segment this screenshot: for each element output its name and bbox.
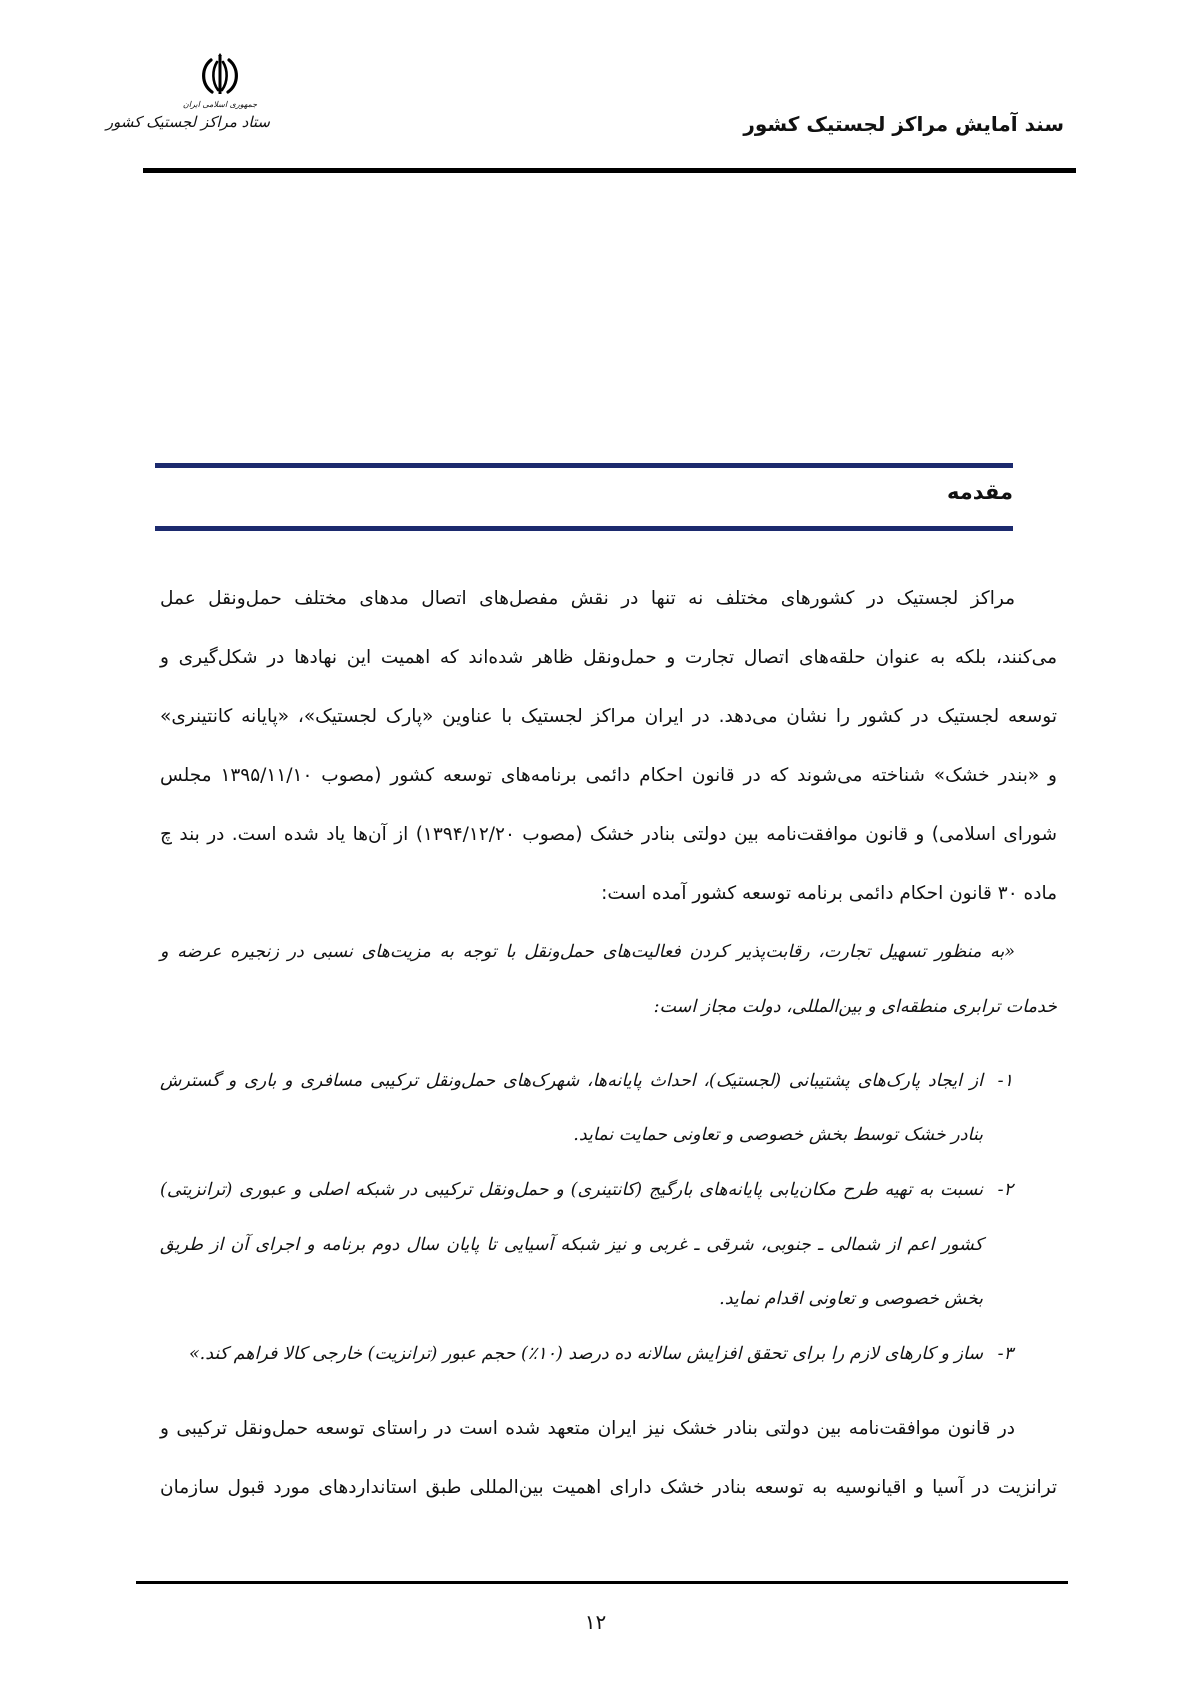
list-item-number: ۱- [997,1071,1013,1091]
logo-caption-small: جمهوری اسلامی ایران [182,100,258,109]
list-item-continuation [160,1120,1013,1150]
list-item-text: کشور اعم از شمالی ـ جنوبی، شرقی ـ غربی و نیز شبکه آسیایی تا پایان سال دوم برنامه و اجرای آن از طریق [160,1235,983,1255]
page-number: ۱۲ [584,1610,607,1634]
list-item-text: از ایجاد پارک‌های پشتیبانی (لجستیک)، احداث پایانه‌ها، شهرک‌های حمل‌ونقل ترکیبی مسافری و باری و گسترش [160,1071,983,1091]
document-title: سند آمایش مراکز لجستیک کشور [743,112,1064,136]
paragraph-line: ماده ۳۰ قانون احکام دائمی برنامه توسعه کشور آمده است: [601,883,1057,904]
paragraph-line: شورای اسلامی) و قانون موافقت‌نامه بین دولتی بنادر خشک (مصوب ۱۳۹۴/۱۲/۲۰) از آن‌ها یاد شده است. در بند چ [160,824,1057,845]
list-item-text: نسبت به تهیه طرح مکان‌یابی پایانه‌های بارگیج (کانتینری) و حمل‌ونقل ترکیبی در شبکه اصلی و عبوری (ترانزیتی) [160,1180,983,1200]
paragraph-line: ترانزیت در آسیا و اقیانوسیه به توسعه بنادر خشک دارای اهمیت بین‌المللی طبق استانداردهای مورد قبول سازمان [160,1477,1057,1498]
organization-logo [105,52,270,152]
list-item-number: ۲- [997,1180,1013,1200]
list-item [160,1175,1013,1205]
section-rule-top [155,463,1013,468]
paragraph-line: در قانون موافقت‌نامه بین دولتی بنادر خشک نیز ایران متعهد شده است در راستای توسعه حمل‌ونقل ترکیبی و [160,1418,1015,1439]
iran-emblem-icon [197,52,243,98]
section-rule-bottom [155,526,1013,531]
quote-line: «به منظور تسهیل تجارت، رقابت‌پذیر کردن فعالیت‌های حمل‌ونقل با توجه به مزیت‌های نسبی در زنجیره عرضه و [160,942,1015,962]
paragraph-line: و «بندر خشک» شناخته می‌شوند که در قانون احکام دائمی برنامه‌های توسعه کشور (مصوب ۱۳۹۵/۱۱/۱۰ مجلس [160,765,1057,786]
header-divider [143,168,1076,173]
list-item [160,1339,1013,1369]
section-title: مقدمه [947,480,1013,504]
paragraph-line: توسعه لجستیک در کشور را نشان می‌دهد. در ایران مراکز لجستیک با عناوین «پارک لجستیک»، «پایانه کانتینری» [160,706,1057,727]
quote-line: خدمات ترابری منطقه‌ای و بین‌المللی، دولت مجاز است: [653,997,1057,1017]
list-item-text: بنادر خشک توسط بخش خصوصی و تعاونی حمایت نماید. [573,1125,983,1145]
logo-caption: ستاد مراکز لجستیک کشور [105,113,270,131]
list-item-text: ساز و کارهای لازم را برای تحقق افزایش سالانه ده درصد (۱۰٪) حجم عبور (ترانزیت) خارجی کالا فراهم کند.» [188,1344,983,1364]
list-item-continuation [160,1230,1013,1260]
footer-divider [136,1581,1068,1584]
list-item-continuation [160,1284,1013,1314]
list-item [160,1066,1013,1096]
list-item-text: بخش خصوصی و تعاونی اقدام نماید. [719,1289,983,1309]
paragraph-line: مراکز لجستیک در کشورهای مختلف نه تنها در نقش مفصل‌های اتصال مدهای مختلف حمل‌ونقل عمل [160,588,1015,609]
list-item-number: ۳- [997,1344,1013,1364]
paragraph-line: می‌کنند، بلکه به عنوان حلقه‌های اتصال تجارت و حمل‌ونقل ظاهر شده‌اند که اهمیت این نهادها در شکل‌گیری و [160,647,1057,668]
